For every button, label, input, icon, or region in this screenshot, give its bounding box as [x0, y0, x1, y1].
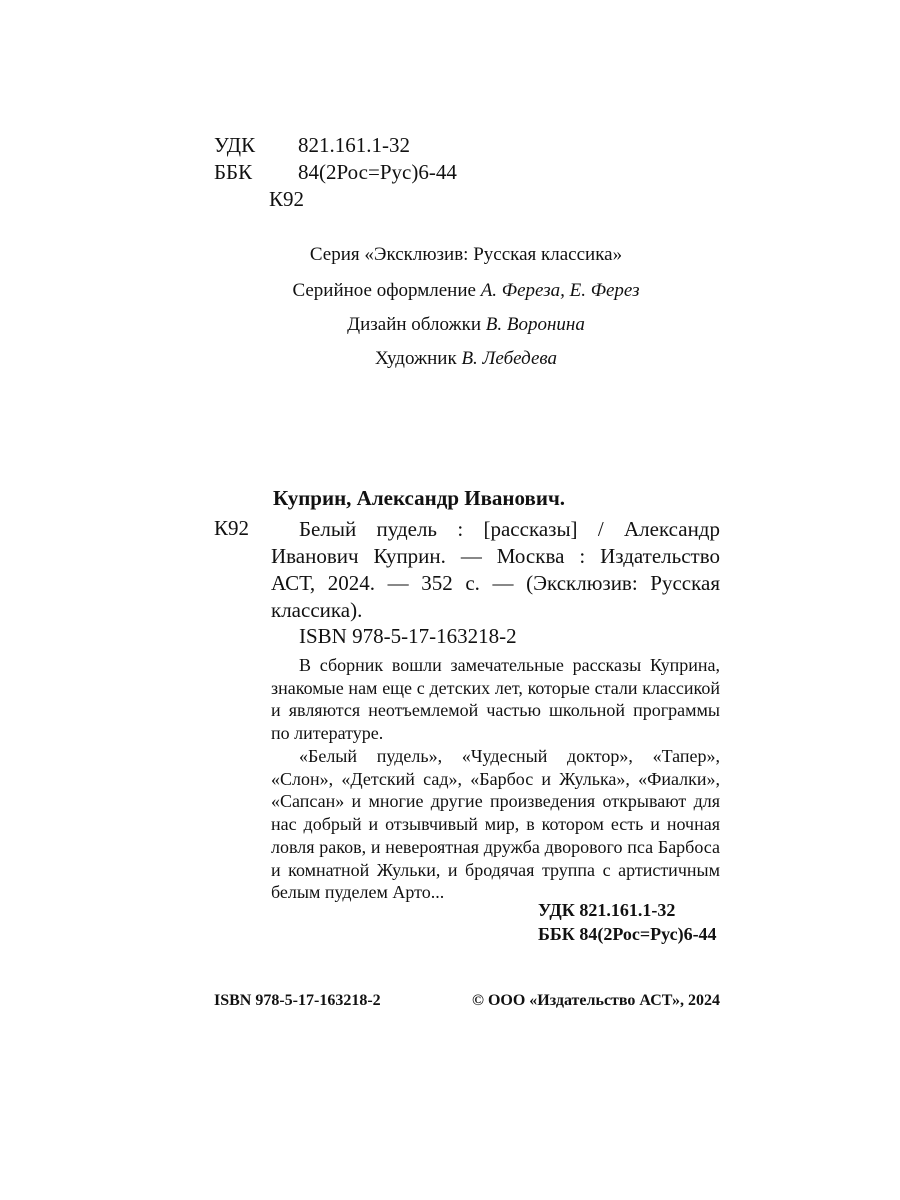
- artist-name: В. Лебедева: [461, 348, 558, 369]
- udk-value: 821.161.1-32: [298, 133, 410, 157]
- artist-label: Художник: [374, 348, 462, 369]
- bbk-row: [214, 159, 457, 185]
- series-design-line: [0, 279, 900, 303]
- series-line: Серия «Эксклюзив: Русская классика»: [309, 244, 623, 265]
- udk-label: УДК: [214, 133, 256, 157]
- author-heading: Куприн, Александр Иванович.: [273, 486, 566, 510]
- udk-row: [214, 132, 410, 158]
- cover-design-line: [0, 313, 900, 337]
- bbk-label: ББК: [214, 160, 253, 184]
- series-design-label: Серийное оформление: [292, 280, 481, 301]
- author-mark-top: К92: [269, 187, 305, 211]
- footer-isbn: ISBN 978-5-17-163218-2: [214, 992, 381, 1009]
- annotation-paragraph-1: В сборник вошли замечательные рассказы Куприна, знакомые нам еще с детских лет, которые стали классикой и являются неотъемлемой частью школьной программы по литературе.: [271, 655, 720, 744]
- annotation-paragraph-2: «Белый пудель», «Чудесный доктор», «Тапер», «Слон», «Детский сад», «Барбос и Жулька», «Фиалки», «Сапсан» и многие другие произведения открывают для нас добрый и отзывчивый мир, в котором есть и ночная ловля раков, и невероятная дружба дворового пса Барбоса и комнатной Жульки, и бродячая труппа с артистичным белым пуделем Арто...: [271, 746, 720, 903]
- udk-code: УДК 821.161.1-32: [538, 900, 676, 920]
- cover-design-label: Дизайн обложки: [347, 314, 486, 335]
- artist-line: [0, 347, 900, 371]
- bibliographic-description: Белый пудель : [рассказы] / Александр Иванович Куприн. — Москва : Издательство АСТ, 2024. — 352 с. — (Эксклюзив: Русская классика).: [271, 517, 720, 622]
- author-mark: К92: [214, 516, 250, 540]
- cover-design-name: В. Воронина: [485, 314, 585, 335]
- bbk-value: 84(2Рос=Рус)6-44: [298, 160, 457, 184]
- isbn-line: ISBN 978-5-17-163218-2: [299, 624, 517, 648]
- copyright-notice: © ООО «Издательство АСТ», 2024: [471, 992, 720, 1009]
- bbk-code: ББК 84(2Рос=Рус)6-44: [538, 924, 717, 944]
- series-design-names: А. Фереза, Е. Ферез: [480, 280, 640, 301]
